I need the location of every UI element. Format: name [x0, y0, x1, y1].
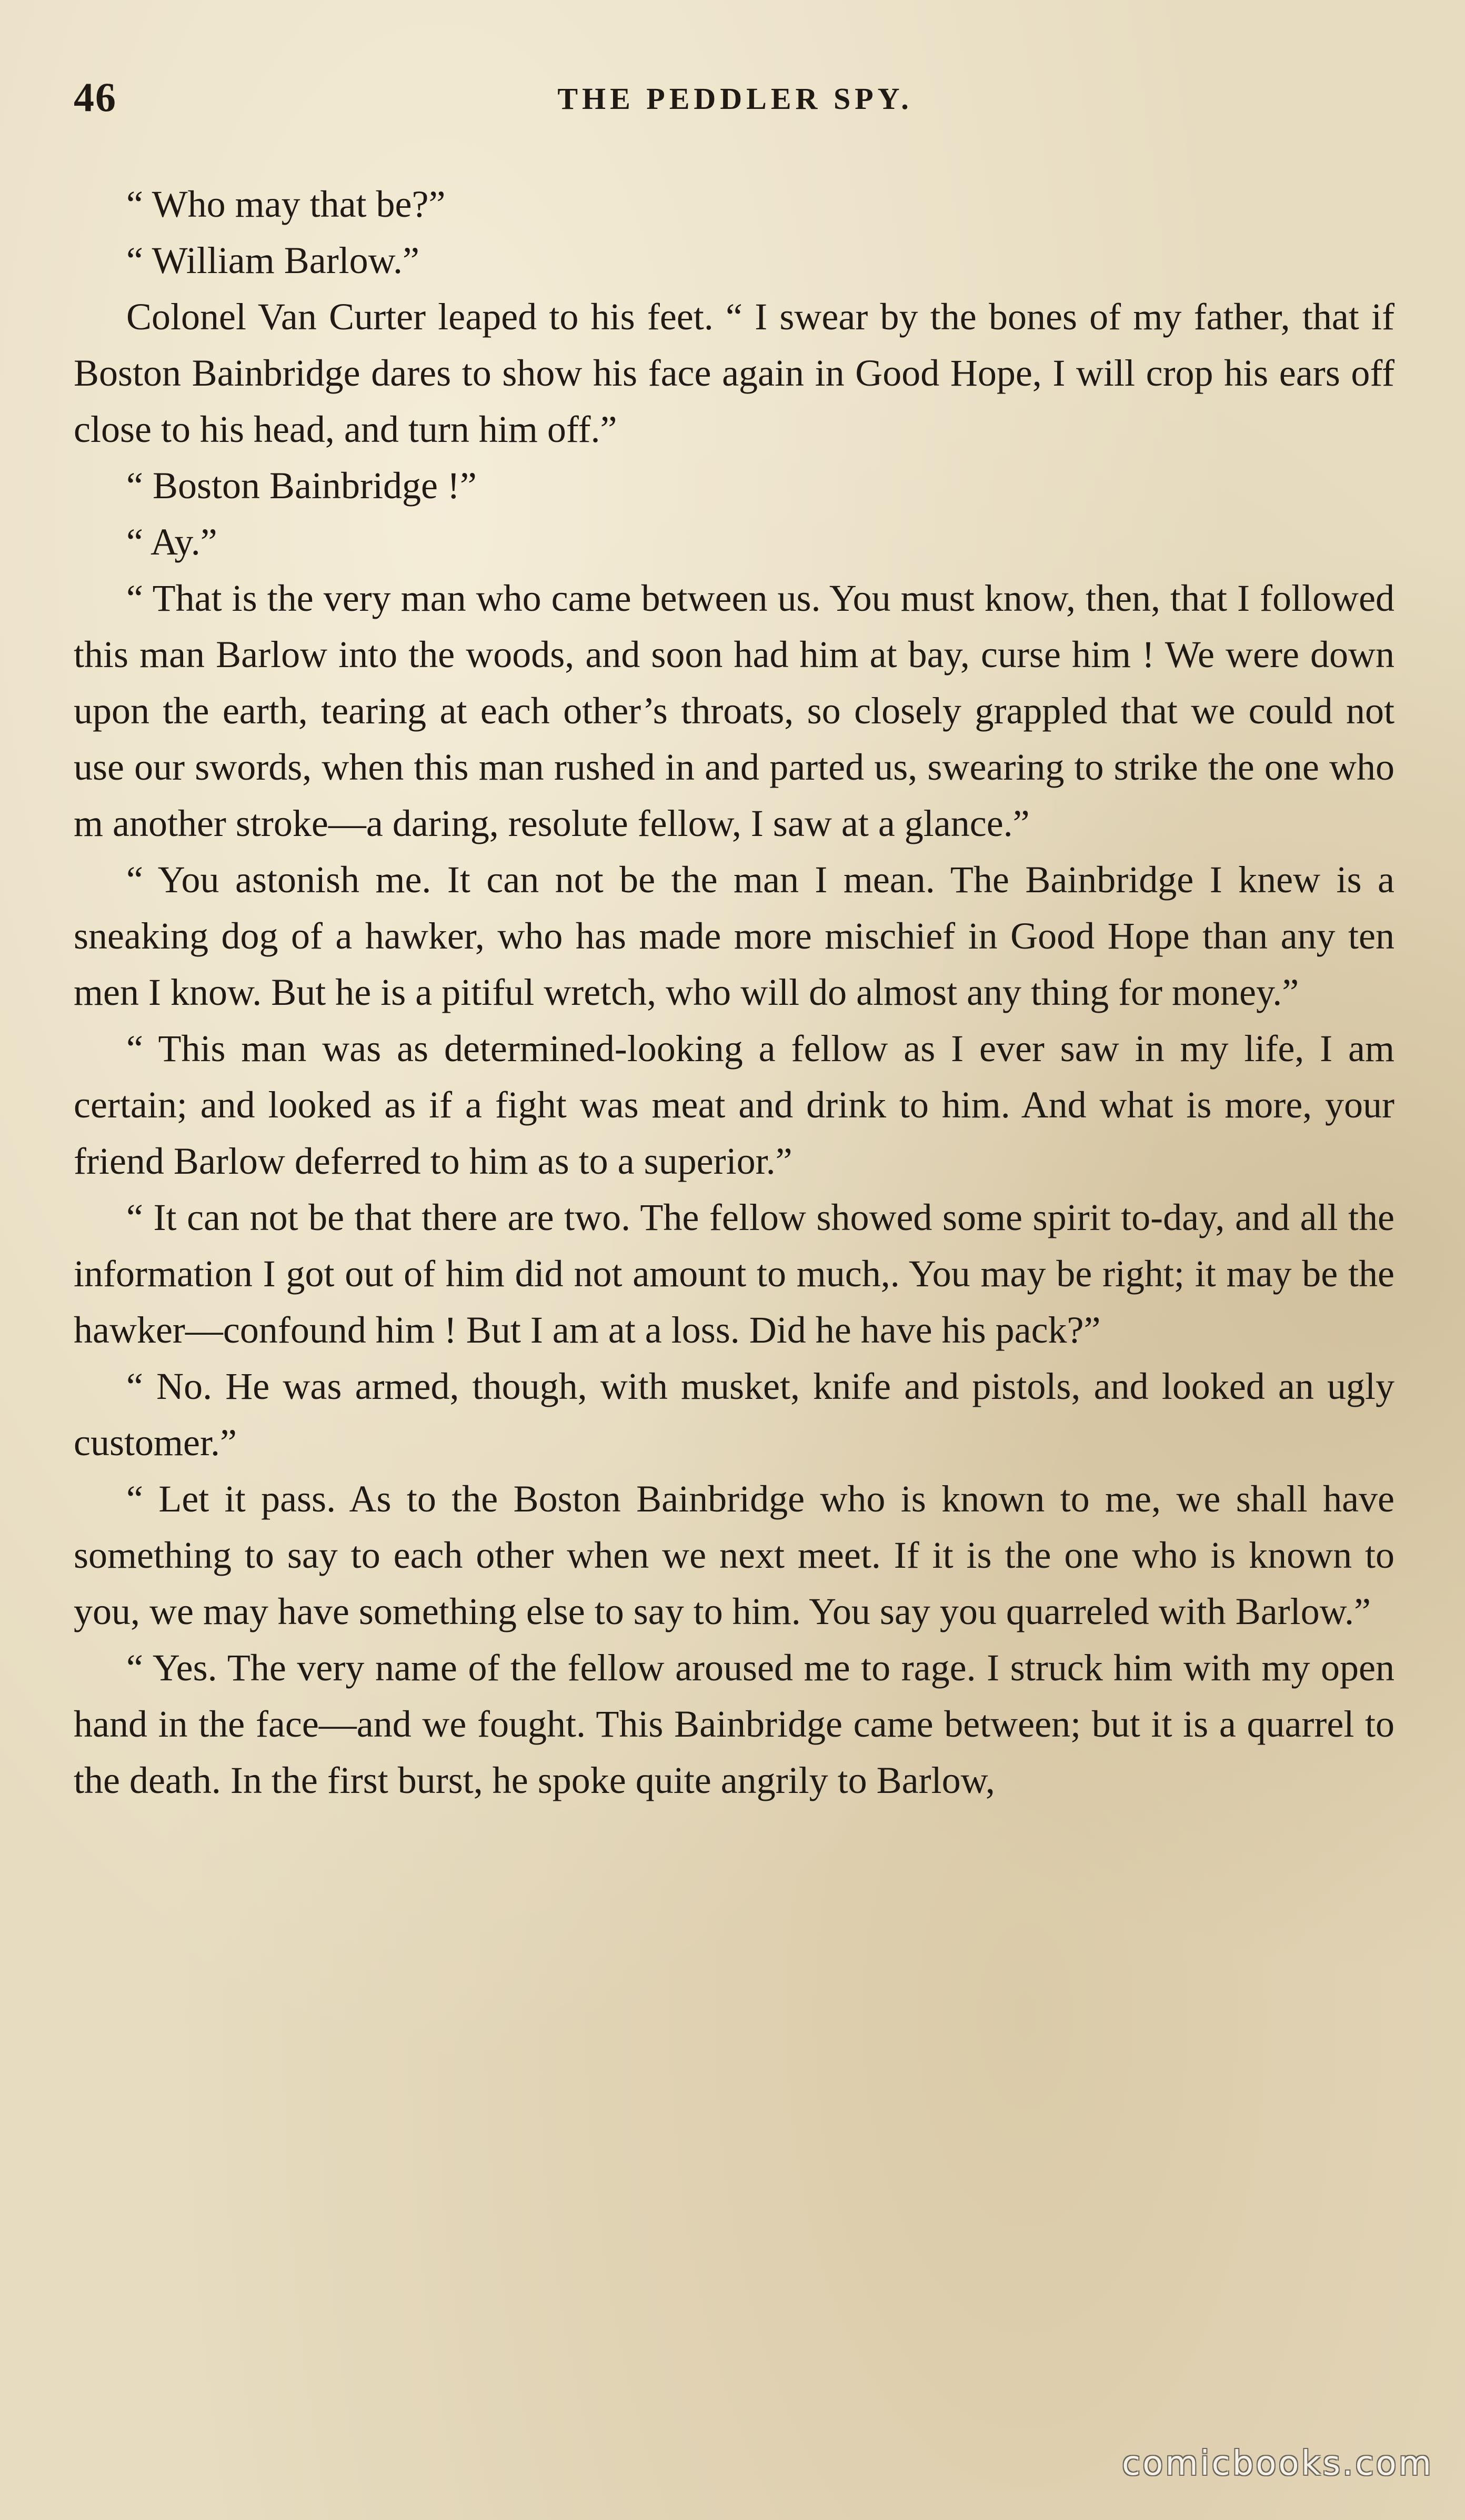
paragraph: “ Boston Bainbridge !”: [126, 465, 477, 507]
paragraph: “ Let it pass. As to the Boston Bainbridge who is known to me, we shall have something to say to each other when we next meet. If it is the one who is known to you, we may have something else to say to him. You say you quarreled with Barlow.”: [74, 1478, 1394, 1632]
page-number: 46: [74, 74, 117, 120]
paragraph: “ No. He was armed, though, with musket, knife and pistols, and looked an ugly customer.”: [74, 1365, 1394, 1464]
paragraph: Colonel Van Curter leaped to his feet. “ I swear by the bones of my father, that if Boston Bainbridge dares to show his face again in Good Hope, I will crop his ears off close to his head, and turn him off.”: [74, 296, 1394, 450]
paragraph: “ Who may that be?”: [126, 183, 446, 225]
body-text: [74, 176, 1394, 1809]
paragraph: “ You astonish me. It can not be the man I mean. The Bainbridge I knew is a sneaking dog of a hawker, who has made more mischief in Good Hope than any ten men I know. But he is a pitiful wretch, who will do almost any thing for money.”: [74, 859, 1394, 1013]
paragraph: “ This man was as determined-looking a fellow as I ever saw in my life, I am certain; and looked as if a fight was meat and drink to him. And what is more, your friend Barlow deferred to him as to a superior.”: [74, 1027, 1394, 1182]
paragraph: “ Ay.”: [126, 521, 217, 563]
page-header: [74, 74, 1397, 132]
running-head: THE PEDDLER SPY.: [557, 82, 913, 116]
watermark: comicbooks.com: [1121, 2444, 1433, 2483]
paragraph: “ It can not be that there are two. The fellow showed some spirit to-day, and all the information I got out of him did not amount to much,. You may be right; it may be the hawker—confound him ! But I am at a loss. Did he have his pack?”: [74, 1196, 1394, 1351]
paragraph: “ That is the very man who came between us. You must know, then, that I followed this man Barlow into the woods, and soon had him at bay, curse him ! We were down upon the earth, tearing at each other’s throats, so closely grappled that we could not use our swords, when this man rushed in and parted us, swearing to strike the one who m another stroke—a daring, resolute fellow, I saw at a glance.”: [74, 577, 1394, 844]
paragraph: “ William Barlow.”: [126, 239, 419, 281]
paragraph: “ Yes. The very name of the fellow aroused me to rage. I struck him with my open hand in the face—and we fought. This Bainbridge came between; but it is a quarrel to the death. In the first burst, he spoke quite angrily to Barlow,: [74, 1647, 1394, 1801]
